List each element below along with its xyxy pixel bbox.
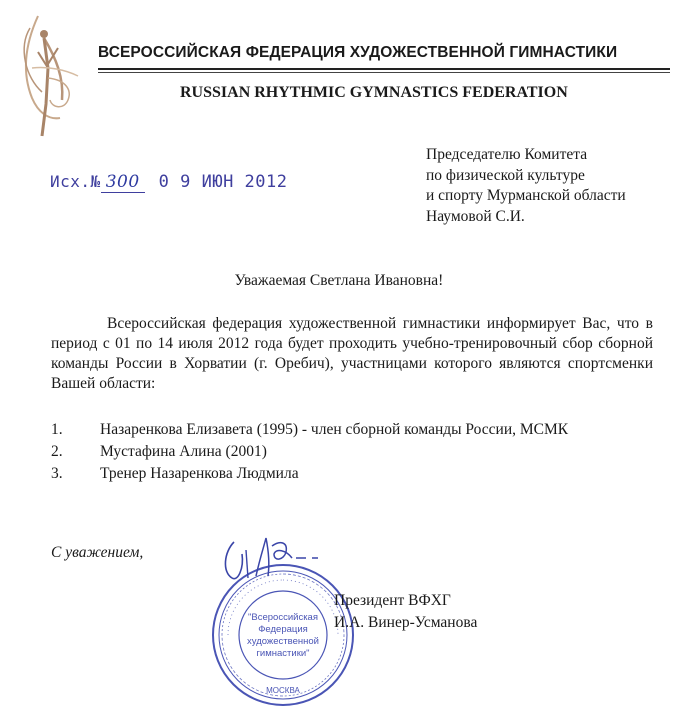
list-item-text: Мустафина Алина (2001)	[100, 443, 267, 460]
gymnast-ribbon-logo-icon	[8, 8, 88, 140]
signatory-name: И.А. Винер-Усманова	[334, 614, 478, 631]
addressee-block	[426, 145, 626, 227]
list-item-number: 2.	[51, 443, 63, 460]
list-item-text: Тренер Назаренкова Людмила	[100, 465, 299, 482]
addressee-line: и спорту Мурманской области	[426, 187, 626, 204]
closing-regards: С уважением,	[51, 544, 144, 561]
outgoing-prefix: Исх.№	[50, 172, 101, 191]
seal-city: МОСКВА	[266, 686, 300, 695]
addressee-line: Наумовой С.И.	[426, 207, 525, 225]
list-item	[51, 463, 568, 485]
header-rule-thin	[98, 72, 670, 73]
outgoing-date: 0 9 ИЮН 2012	[158, 172, 288, 192]
seal-text: Федерация	[258, 624, 308, 635]
federation-name-ru: ВСЕРОССИЙСКАЯ ФЕДЕРАЦИЯ ХУДОЖЕСТВЕННОЙ ГИМНАСТИКИ	[98, 44, 618, 61]
list-item	[51, 419, 568, 441]
signatory-block	[334, 590, 477, 634]
seal-text: гимнастики"	[256, 648, 310, 659]
list-item-number: 1.	[51, 421, 63, 438]
participant-list	[51, 419, 568, 485]
header-rule-thick	[98, 68, 670, 70]
addressee-line: по физической культуре	[426, 166, 585, 184]
list-item	[51, 441, 568, 463]
outgoing-number-stamp	[50, 172, 288, 193]
salutation: Уважаемая Светлана Ивановна!	[234, 272, 444, 289]
seal-text: "Всероссийская	[248, 612, 318, 623]
list-item-number: 3.	[51, 465, 63, 482]
federation-name-en: RUSSIAN RHYTHMIC GYMNASTICS FEDERATION	[180, 84, 568, 101]
outgoing-number: 300	[101, 172, 145, 193]
list-item-text: Назаренкова Елизавета (1995) - член сборной команды России, МСМК	[100, 421, 569, 438]
addressee-line: Председателю Комитета	[426, 146, 588, 163]
seal-text: художественной	[247, 636, 319, 647]
president-signature	[216, 528, 326, 588]
signatory-title: Президент ВФХГ	[334, 592, 451, 609]
letter-body: Всероссийская федерация художественной гимнастики информирует Вас, что в период с 01 по 14 июля 2012 года будет проходить учебно-тренировочный сбор сборной команды России в Хорватии (г. Оребич), участницами которого являются спортсменки Вашей области:	[51, 315, 653, 392]
